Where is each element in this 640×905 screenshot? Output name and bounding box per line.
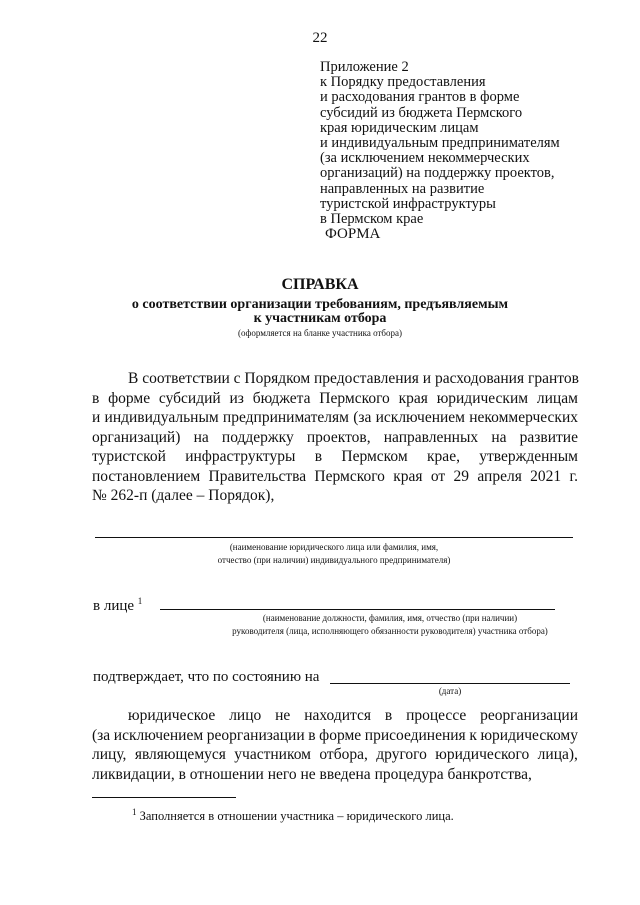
paragraph-word: в [314, 448, 323, 465]
paragraph-word: форме [108, 389, 151, 407]
paragraph-line [92, 467, 578, 487]
paragraph-word: края [398, 389, 428, 407]
paragraph-word: исключением [375, 409, 465, 426]
paragraph-word: лицо [229, 707, 262, 724]
paragraph-word: реорганизации [480, 707, 578, 724]
appendix-line: (за исключением некоммерческих [320, 150, 530, 167]
paragraph-line [92, 486, 578, 506]
entity-note-line: (наименование юридического лица или фамилия, имя, [229, 542, 439, 552]
person-label-text: в лице [93, 598, 135, 614]
person-name-line[interactable] [160, 609, 555, 610]
paragraph-word: (за [92, 726, 111, 744]
paragraph-word: апреля [477, 467, 522, 485]
appendix-line: в Пермском крае [320, 211, 424, 228]
paragraph-word: утвержденным [479, 448, 578, 465]
document-subtitle [0, 298, 640, 326]
paragraph-line [92, 428, 578, 448]
paragraph-word: и [92, 409, 101, 426]
intro-paragraph [92, 369, 578, 506]
paragraph-word: участником [234, 746, 311, 763]
paragraph-word: Правительства [208, 467, 307, 485]
subtitle-line: о соответствии организации требованиям, предъявляемым [131, 297, 509, 312]
person-field-note [175, 612, 605, 638]
appendix-line: направленных на развитие [320, 180, 485, 197]
paragraph-word: № 262-п (далее – Порядок), [92, 487, 275, 504]
paragraph-word: юридического [435, 746, 530, 763]
paragraph-word: края [393, 467, 423, 485]
paragraph-word: постановлением [92, 467, 201, 485]
paragraph-word: исключением [113, 726, 204, 744]
subtitle-note: (оформляется на бланке участника отбора) [238, 328, 402, 338]
document-title: СПРАВКА [281, 276, 359, 293]
paragraph-word: некоммерческих [469, 409, 578, 426]
paragraph-word: из [229, 389, 244, 407]
paragraph-line [92, 369, 578, 389]
paragraph-word: лица), [537, 746, 578, 763]
paragraph-word: к [469, 726, 477, 744]
appendix-line: Приложение 2 [320, 59, 409, 75]
paragraph-line [92, 706, 578, 726]
paragraph-word: не [275, 707, 291, 724]
paragraph-word: Пермского [319, 389, 390, 407]
paragraph-word: инфраструктуры [185, 448, 296, 465]
date-field-note: (дата) [438, 686, 462, 696]
paragraph-word: организаций) [92, 428, 181, 446]
paragraph-word: процессе [406, 707, 467, 724]
paragraph-line [92, 765, 578, 785]
date-line[interactable] [330, 683, 570, 684]
entity-name-note [95, 541, 573, 567]
paragraph-word: ликвидации, в отношении него не введена процедура банкротства, [92, 765, 532, 783]
paragraph-word: лицу, [92, 746, 127, 763]
footnote-number: 1 [132, 807, 137, 817]
paragraph-line [92, 389, 578, 409]
paragraph-word: присоединения [364, 726, 466, 744]
paragraph-line [92, 726, 578, 746]
appendix-line: туристской инфраструктуры [320, 195, 496, 212]
footnote-divider [92, 797, 236, 798]
paragraph-word: Пермском [341, 448, 408, 465]
appendix-line: и расходования грантов в форме [320, 89, 520, 106]
paragraph-word: крае, [427, 448, 460, 465]
paragraph-word: (за [353, 409, 372, 426]
date-field-label: подтверждает, что по состоянию на [93, 669, 320, 685]
person-note-line: (наименование должности, фамилия, имя, отчество (при наличии) [262, 613, 518, 623]
paragraph-word: 29 [453, 467, 470, 485]
entity-name-line[interactable] [95, 537, 573, 538]
paragraph-word: юридическое [128, 707, 216, 724]
page-number: 22 [312, 30, 328, 46]
appendix-line: к Порядку предоставления [320, 74, 486, 91]
paragraph-word: поддержку [221, 428, 294, 446]
paragraph-word: юридическим [436, 389, 529, 407]
paragraph-word: субсидий [158, 389, 221, 407]
paragraph-word: являющемуся [134, 746, 226, 763]
footnote [132, 807, 454, 824]
paragraph-word: на [491, 428, 507, 446]
footnote-text: Заполняется в отношении участника – юридического лица. [139, 809, 454, 824]
paragraph-line [92, 745, 578, 765]
appendix-header [320, 60, 560, 227]
paragraph-word: в [92, 389, 100, 407]
paragraph-word: отбора, [319, 746, 368, 763]
paragraph-word: развитие [519, 428, 578, 446]
person-note-line: руководителя (лица, исполняющего обязанности руководителя) участника отбора) [232, 626, 548, 636]
paragraph-word: находится [304, 707, 371, 724]
paragraph-word: юридическому [480, 726, 578, 744]
paragraph-word: туристской [92, 448, 166, 465]
paragraph-word: лицам [536, 389, 578, 407]
paragraph-word: от [430, 467, 446, 485]
subtitle-line: к участникам отбора [253, 311, 387, 326]
appendix-line: края юридическим лицам [320, 119, 479, 136]
paragraph-line [92, 408, 578, 428]
paragraph-word: проектов, [306, 428, 371, 446]
paragraph-word: форме [319, 726, 362, 744]
form-label: ФОРМА [325, 226, 381, 242]
appendix-line: субсидий из бюджета Пермского [320, 104, 523, 121]
paragraph-word: г. [569, 467, 578, 485]
appendix-line: организаций) на поддержку проектов, [320, 165, 555, 182]
paragraph-word: индивидуальным [104, 409, 219, 426]
paragraph-word: бюджета [252, 389, 311, 407]
paragraph-word: в [308, 726, 316, 744]
person-field-label [93, 596, 142, 615]
entity-note-line: отчество (при наличии) индивидуального предпринимателя) [217, 555, 451, 565]
paragraph-word: другого [376, 746, 427, 763]
paragraph-word: предпринимателям [222, 409, 349, 426]
paragraph-line [92, 447, 578, 467]
reorg-paragraph [92, 706, 578, 784]
paragraph-word: реорганизации [206, 726, 305, 744]
paragraph-word: В соответствии с Порядком предоставления и расходования грантов [128, 370, 579, 387]
paragraph-word: Пермского [314, 467, 385, 485]
paragraph-word: 2021 [530, 467, 562, 485]
appendix-line: и индивидуальным предпринимателям [320, 135, 560, 152]
paragraph-word: на [193, 428, 209, 446]
footnote-mark: 1 [137, 596, 143, 606]
paragraph-word: в [384, 707, 393, 724]
paragraph-word: направленных [383, 428, 479, 446]
